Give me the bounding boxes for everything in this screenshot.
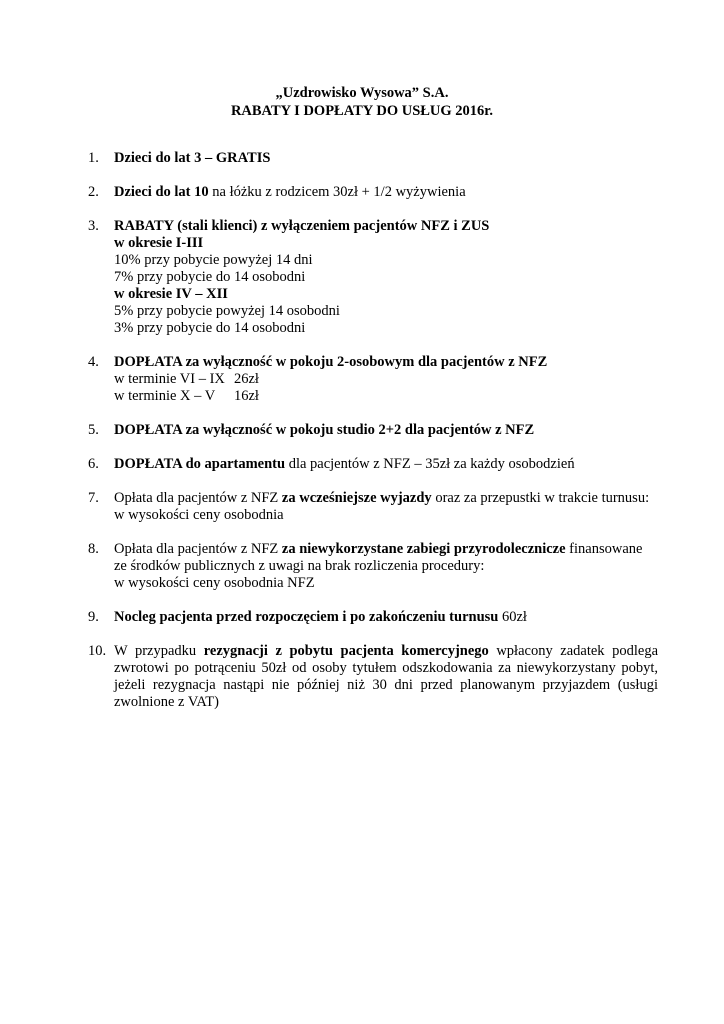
item-line: w wysokości ceny osobodnia xyxy=(114,507,284,523)
item-text: dla pacjentów z NFZ – 35zł za każdy osobodzień xyxy=(285,456,575,472)
list-item-3 xyxy=(88,218,658,337)
item-bold-text: DOPŁATA za wyłączność w pokoju 2-osobowym dla pacjentów z NFZ xyxy=(114,354,548,370)
list-item-4 xyxy=(88,354,658,405)
list-item-7 xyxy=(88,490,658,524)
item-bold-text: rezygnacji z pobytu pacjenta komercyjnego xyxy=(203,643,489,659)
item-bold-text: DOPŁATA do apartamentu xyxy=(114,456,286,472)
item-line: w wysokości ceny osobodnia NFZ xyxy=(114,575,315,591)
list-item-10 xyxy=(88,643,658,711)
item-text: W przypadku xyxy=(114,643,204,659)
item-number: 6. xyxy=(88,456,99,472)
item-bold-text: Dzieci do lat 3 – GRATIS xyxy=(114,150,271,166)
company-name: „Uzdrowisko Wysowa” S.A. xyxy=(275,85,449,101)
item-line xyxy=(114,490,658,507)
period-heading: w okresie I-III xyxy=(114,235,204,251)
item-text: Opłata dla pacjentów z NFZ xyxy=(114,490,282,506)
list-item-9 xyxy=(88,609,658,626)
discount-line: 5% przy pobycie powyżej 14 osobodni xyxy=(114,303,340,319)
item-number: 2. xyxy=(88,184,99,200)
item-bold-text: za niewykorzystane zabiegi przyrodolecznicze xyxy=(281,541,566,557)
term-line xyxy=(114,388,658,405)
item-number: 9. xyxy=(88,609,99,625)
item-number: 8. xyxy=(88,541,99,557)
item-text: na łóżku z rodzicem 30zł + 1/2 wyżywienia xyxy=(208,184,466,200)
discount-line: 3% przy pobycie do 14 osobodni xyxy=(114,320,306,336)
discount-line: 10% przy pobycie powyżej 14 dni xyxy=(114,252,313,268)
item-number: 4. xyxy=(88,354,99,370)
list-item-6 xyxy=(88,456,658,473)
item-number: 5. xyxy=(88,422,99,438)
list-item-2 xyxy=(88,184,658,201)
item-bold-text: RABATY (stali klienci) z wyłączeniem pacjentów NFZ i ZUS xyxy=(114,218,490,234)
document-title: RABATY I DOPŁATY DO USŁUG 2016r. xyxy=(230,103,494,119)
item-line: ze środków publicznych z uwagi na brak rozliczenia procedury: xyxy=(114,558,485,574)
item-number: 10. xyxy=(88,643,107,659)
term-line xyxy=(114,371,658,388)
item-text: 60zł xyxy=(498,609,527,625)
term-price: 16zł xyxy=(234,388,259,404)
discount-line: 7% przy pobycie do 14 osobodni xyxy=(114,269,306,285)
item-number: 7. xyxy=(88,490,99,506)
item-bold-text: za wcześniejsze wyjazdy xyxy=(281,490,432,506)
pricing-list xyxy=(88,150,658,728)
list-item-5 xyxy=(88,422,658,439)
item-bold-text: DOPŁATA za wyłączność w pokoju studio 2+2 dla pacjentów z NFZ xyxy=(114,422,535,438)
item-number: 3. xyxy=(88,218,99,234)
item-bold-text: Nocleg pacjenta przed rozpoczęciem i po zakończeniu turnusu xyxy=(114,609,499,625)
list-item-8 xyxy=(88,541,658,592)
item-line xyxy=(114,541,658,558)
period-heading: w okresie IV – XII xyxy=(114,286,228,302)
item-text: Opłata dla pacjentów z NFZ xyxy=(114,541,282,557)
item-text: wpłacony zadatek podlega zwrotowi po potrąceniu 50zł od osoby tytułem odszkodowania za niewykorzystany pobyt, jeżeli rezygnacja nastąpi nie później niż 30 dni przed planowanym przyjazdem (usługi zwolnione z VAT) xyxy=(114,643,659,710)
term-label: w terminie X – V xyxy=(114,388,216,404)
term-price: 26zł xyxy=(234,371,259,387)
item-text: oraz za przepustki w trakcie turnusu: xyxy=(431,490,650,506)
document-header xyxy=(0,84,724,120)
item-number: 1. xyxy=(88,150,99,166)
item-bold-text: Dzieci do lat 10 xyxy=(114,184,209,200)
term-label: w terminie VI – IX xyxy=(114,371,225,387)
item-text: finansowane xyxy=(565,541,643,557)
list-item-1 xyxy=(88,150,658,167)
